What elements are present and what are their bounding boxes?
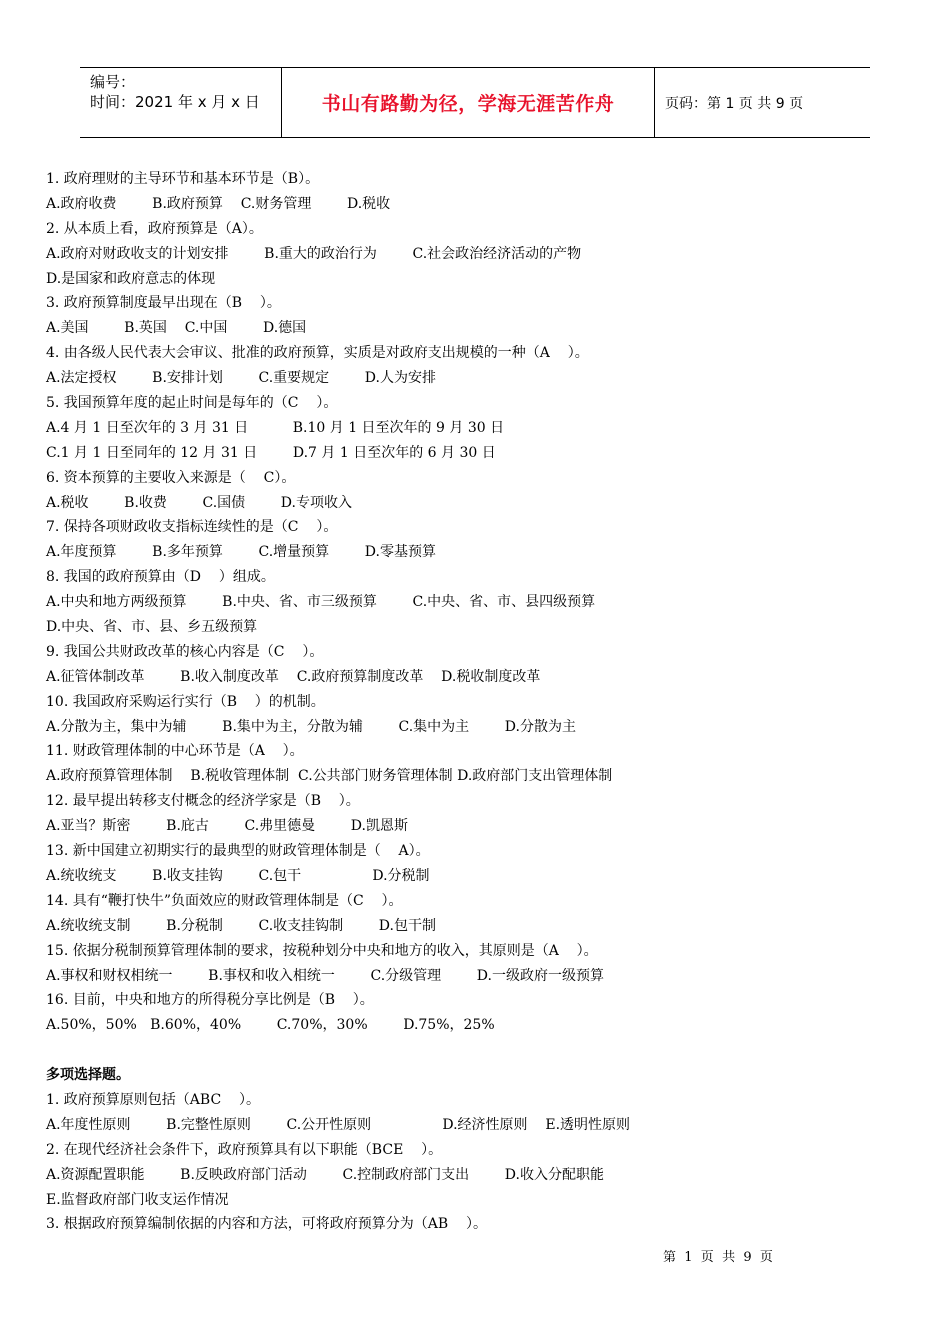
options-line: A.年度预算 B.多年预算 C.增量预算 D.零基预算 <box>46 544 436 561</box>
header-info-cell <box>80 68 282 137</box>
document-header <box>80 67 870 138</box>
options-line: A.亚当？斯密 B.庇古 C.弗里德曼 D.凯恩斯 <box>46 818 408 835</box>
options-line: A.征管体制改革 B.收入制度改革 C.政府预算制度改革 D.税收制度改革 <box>46 668 541 685</box>
options-line: D.中央、省、市、县、乡五级预算 <box>46 619 258 636</box>
question-line: 14. 具有“鞭打快牛”负面效应的财政管理体制是（C ）。 <box>46 892 403 909</box>
section-spacer <box>46 1038 906 1063</box>
header-page-cell <box>655 68 870 137</box>
question-line: 2. 从本质上看，政府预算是（A）。 <box>46 220 263 237</box>
document-number-label: 编号： <box>90 73 136 91</box>
question-line: 9. 我国公共财政改革的核心内容是（C ）。 <box>46 643 324 660</box>
options-line: A.政府预算管理体制 B.税收管理体制 C.公共部门财务管理体制 D.政府部门支出管理体制 <box>46 768 613 785</box>
options-line: A.资源配置职能 B.反映政府部门活动 C.控制政府部门支出 D.收入分配职能 <box>46 1166 604 1183</box>
options-line: A.政府收费 B.政府预算 C.财务管理 D.税收 <box>46 195 391 212</box>
question-line: 1. 政府理财的主导环节和基本环节是（B）。 <box>46 171 320 187</box>
document-date-label: 时间：2021 年 x 月 x 日 <box>90 93 260 111</box>
single-choice-list <box>46 167 906 1038</box>
options-line: A.分散为主，集中为辅 B.集中为主，分散为辅 C.集中为主 D.分散为主 <box>46 718 576 735</box>
header-motto: 书山有路勤为径，学海无涯苦作舟 <box>321 93 615 115</box>
options-line: A.50%，50% B.60%，40% C.70%，30% D.75%，25% <box>46 1017 495 1034</box>
options-line: D.是国家和政府意志的体现 <box>46 270 216 287</box>
question-line: 2. 在现代经济社会条件下，政府预算具有以下职能（BCE ）。 <box>46 1141 443 1158</box>
question-line: 11. 财政管理体制的中心环节是（A ）。 <box>46 743 304 760</box>
question-line: 4. 由各级人民代表大会审议、批准的政府预算，实质是对政府支出规模的一种（A ）。 <box>46 345 589 362</box>
options-line: A.4 月 1 日至次年的 3 月 31 日 B.10 月 1 日至次年的 9 月 30 日 <box>46 419 505 436</box>
question-line: 15. 依据分税制预算管理体制的要求，按税种划分中央和地方的收入，其原则是（A ）。 <box>46 942 598 959</box>
header-page-number: 页码：第 1 页 共 9 页 <box>665 95 804 112</box>
options-line: A.年度性原则 B.完整性原则 C.公开性原则 D.经济性原则 E.透明性原则 <box>46 1116 631 1133</box>
question-line: 1. 政府预算原则包括（ABC ）。 <box>46 1091 260 1108</box>
options-line: A.统收统支制 B.分税制 C.收支挂钩制 D.包干制 <box>46 917 436 934</box>
question-line: 12. 最早提出转移支付概念的经济学家是（B ）。 <box>46 793 360 810</box>
options-line: A.税收 B.收费 C.国债 D.专项收入 <box>46 494 352 511</box>
question-line: 16. 目前，中央和地方的所得税分享比例是（B ）。 <box>46 992 374 1009</box>
multi-choice-section-title: 多项选择题。 <box>46 1067 130 1084</box>
options-line: A.统收统支 B.收支挂钩 C.包干 D.分税制 <box>46 867 430 884</box>
options-line: A.政府对财政收支的计划安排 B.重大的政治行为 C.社会政治经济活动的产物 <box>46 245 582 262</box>
options-line: A.事权和财权相统一 B.事权和收入相统一 C.分级管理 D.一级政府一级预算 <box>46 967 604 984</box>
document-body <box>46 167 906 1237</box>
options-line: C.1 月 1 日至同年的 12 月 31 日 D.7 月 1 日至次年的 6 月 30 日 <box>46 444 496 461</box>
question-line: 7. 保持各项财政收支指标连续性的是（C ）。 <box>46 519 338 536</box>
question-line: 6. 资本预算的主要收入来源是（ C）。 <box>46 469 296 486</box>
question-line: 3. 根据政府预算编制依据的内容和方法，可将政府预算分为（AB ）。 <box>46 1216 488 1233</box>
question-line: 5. 我国预算年度的起止时间是每年的（C ）。 <box>46 395 338 412</box>
question-line: 13. 新中国建立初期实行的最典型的财政管理体制是（ A）。 <box>46 843 430 860</box>
question-line: 3. 政府预算制度最早出现在（B ）。 <box>46 295 281 312</box>
question-line: 8. 我国的政府预算由（D ）组成。 <box>46 569 275 586</box>
multi-choice-list <box>46 1088 906 1237</box>
header-motto-cell <box>282 68 655 137</box>
options-line: E.监督政府部门收支运作情况 <box>46 1191 229 1208</box>
page-footer: 第 1 页 共 9 页 <box>663 1250 773 1265</box>
options-line: A.中央和地方两级预算 B.中央、省、市三级预算 C.中央、省、市、县四级预算 <box>46 594 596 611</box>
question-line: 10. 我国政府采购运行实行（B ）的机制。 <box>46 693 325 710</box>
options-line: A.法定授权 B.安排计划 C.重要规定 D.人为安排 <box>46 370 436 387</box>
options-line: A.美国 B.英国 C.中国 D.德国 <box>46 320 307 337</box>
